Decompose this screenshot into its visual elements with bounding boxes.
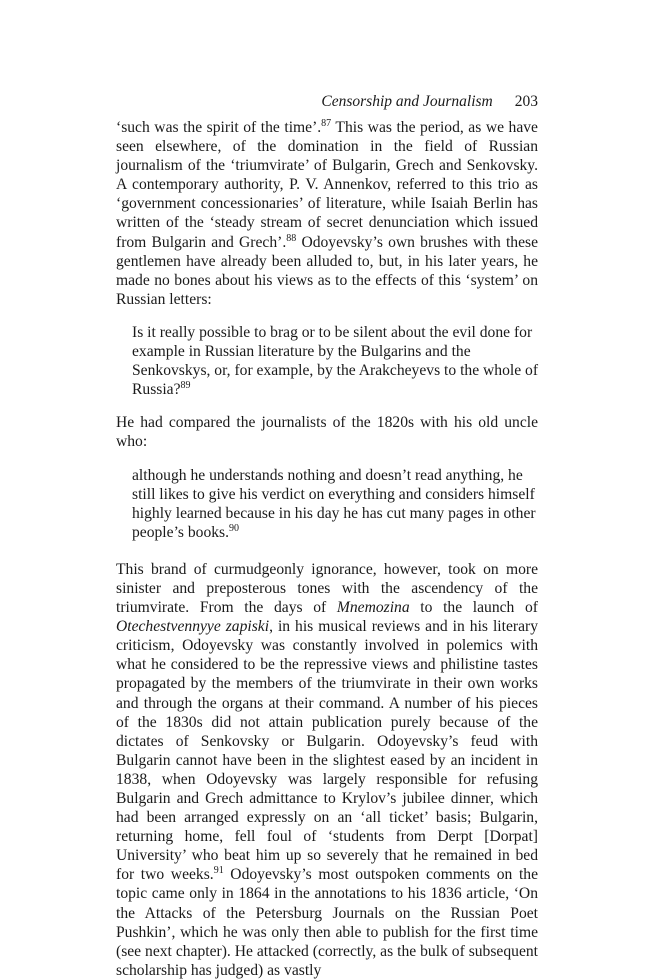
running-header bbox=[321, 92, 538, 112]
block-quote-2-text: although he understands nothing and doesn’t read anything, he still likes to give his verdict on everything and considers himself highly learned because in his day he has cut many pages in other people’s books. bbox=[132, 466, 536, 541]
paragraph-1-text-b: This was the period, as we have seen elsewhere, of the domination in the field of Russian journalism of the ‘triumvirate’ of Bulgarin, Grech and Senkovsky. A contemporary authority, P. V. Annenkov, referred to this trio as ‘government concessionaries’ of literature, while Isaiah Berlin has written of the ‘steady stream of secret denunciation which issued from Bulgarin and Grech’. bbox=[116, 119, 538, 251]
paragraph-1-text-a: ‘such was the spirit of the time’. bbox=[116, 119, 322, 136]
footnote-ref-91: 91 bbox=[213, 865, 224, 877]
paragraph-2 bbox=[116, 413, 538, 451]
paragraph-2-text: He had compared the journalists of the 1820s with his old uncle who: bbox=[116, 414, 538, 451]
page-number: 203 bbox=[514, 93, 538, 110]
journal-title-otechestvennyye-zapiski: Otechestvennyye zapiski bbox=[116, 618, 270, 636]
journal-title-mnemozina: Mnemozina bbox=[336, 599, 410, 617]
paragraph-3-text-b: to the launch of bbox=[409, 599, 538, 617]
footnote-ref-88: 88 bbox=[286, 232, 297, 244]
footnote-ref-90: 90 bbox=[229, 522, 240, 534]
footnote-ref-87: 87 bbox=[321, 118, 332, 129]
paragraph-1-text-c: Odoyevsky’s own brushes with these gentlemen have already been alluded to, but, in his later years, he made no bones about his views as to the effects of this ‘system’ on Russian letters: bbox=[116, 233, 539, 308]
block-quote-1 bbox=[132, 323, 538, 399]
running-title: Censorship and Journalism bbox=[321, 93, 493, 110]
paragraph-3-text-c: , in his musical reviews and in his literary criticism, Odoyevsky was constantly involved in polemics with what he considered to be the repressive views and philistine tastes propagated by the members of the triumvirate in their own works and through the organs at their command. A number of his pieces of the 1830s did not attain publication purely because of the dictates of Senkovsky or Bulgarin. Odoyevsky’s feud with Bulgarin cannot have been in the slightest eased by an incident in 1838, when Odoyevsky was largely responsible for refusing Bulgarin and Grech admittance to Krylov’s jubilee dinner, which had been arranged expressly on an ‘all ticket’ basis; Bulgarin, returning home, fell foul of ‘students from Derpt [Dorpat] University’ who beat him up so severely that he remained in bed for two weeks. bbox=[116, 618, 538, 884]
block-quote-1-text: Is it really possible to brag or to be silent about the evil done for example in Russian literature by the Bulgarins and the Senkovskys, or, for example, by the Arakcheyevs to the whole of Russia? bbox=[132, 323, 539, 399]
paragraph-1 bbox=[116, 118, 538, 309]
paragraph-3 bbox=[116, 560, 538, 980]
footnote-ref-89: 89 bbox=[180, 380, 191, 392]
paragraph-3-text-d: Odoyevsky’s most outspoken comments on the topic came only in 1864 in the annotations to his 1836 article, ‘On the Attacks of the Petersburg Journals on the Russian Poet Pushkin’, which he was only then able to publish for the first time (see next chapter). He attacked (correctly, as the bulk of subsequent scholarship has judged) as vastly bbox=[116, 866, 538, 979]
paragraph-3-text-a: This brand of curmudgeonly ignorance, however, took on more sinister and preposterous tones with the ascendency of the triumvirate. From the days of bbox=[116, 560, 538, 617]
block-quote-2 bbox=[132, 466, 538, 542]
page-body bbox=[116, 118, 538, 980]
